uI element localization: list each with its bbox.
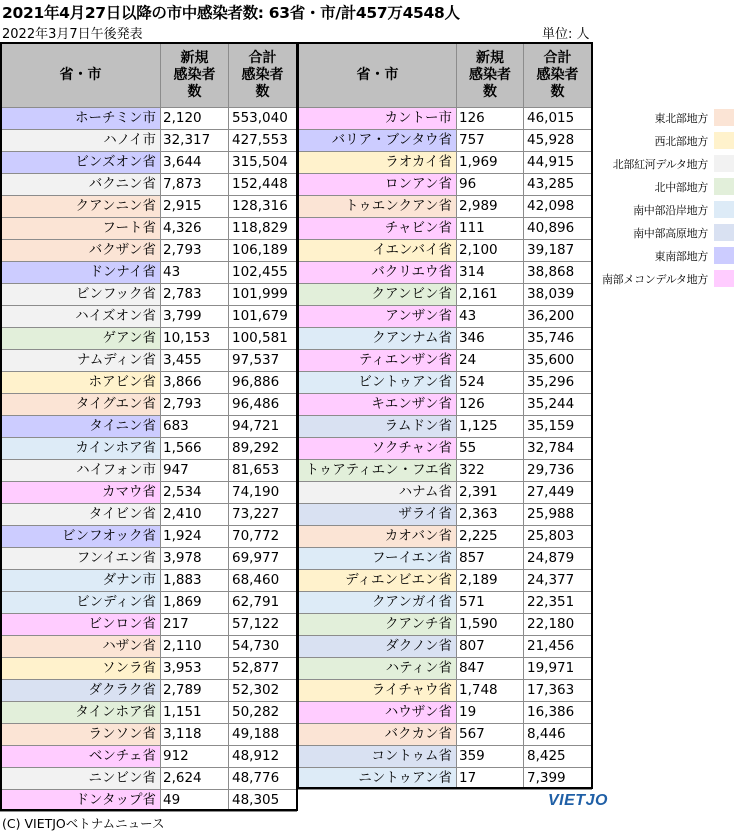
total-cases: 48,305	[229, 790, 297, 812]
new-cases: 24	[457, 350, 524, 372]
header-province: 省・市	[1, 43, 161, 108]
province-name: クアンナム省	[299, 328, 457, 350]
province-name: ナムディン省	[1, 350, 161, 372]
province-name: ホアビン省	[1, 372, 161, 394]
new-cases: 847	[457, 658, 524, 680]
province-name: バクカン省	[299, 724, 457, 746]
new-cases: 2,110	[161, 636, 229, 658]
province-name: タイグエン省	[1, 394, 161, 416]
new-cases: 567	[457, 724, 524, 746]
total-cases: 69,977	[229, 548, 297, 570]
new-cases: 1,969	[457, 152, 524, 174]
province-name: ビンロン省	[1, 614, 161, 636]
legend-item	[598, 198, 734, 221]
total-cases: 8,425	[524, 746, 592, 768]
new-cases: 1,125	[457, 416, 524, 438]
new-cases: 2,363	[457, 504, 524, 526]
table-row	[1, 350, 297, 372]
table-row	[1, 614, 297, 636]
total-cases: 29,736	[524, 460, 592, 482]
legend-swatch	[714, 132, 734, 149]
new-cases: 2,189	[457, 570, 524, 592]
table-row	[1, 658, 297, 680]
table-row	[1, 504, 297, 526]
table-row	[299, 592, 592, 614]
legend-label: 北部紅河デルタ地方	[612, 157, 708, 171]
right-table	[298, 42, 592, 790]
new-cases: 757	[457, 130, 524, 152]
table-row	[299, 306, 592, 328]
table-row	[299, 460, 592, 482]
total-cases: 40,896	[524, 218, 592, 240]
new-cases: 2,789	[161, 680, 229, 702]
legend-swatch	[714, 109, 734, 126]
table-row	[299, 526, 592, 548]
new-cases: 524	[457, 372, 524, 394]
total-cases: 8,446	[524, 724, 592, 746]
province-name: チャビン省	[299, 218, 457, 240]
right-table-header	[299, 43, 592, 108]
new-cases: 3,978	[161, 548, 229, 570]
new-cases: 314	[457, 262, 524, 284]
table-row	[299, 196, 592, 218]
legend-item	[598, 106, 734, 129]
table-row	[299, 328, 592, 350]
total-cases: 48,776	[229, 768, 297, 790]
province-name: バリア・ブンタウ省	[299, 130, 457, 152]
table-row	[1, 196, 297, 218]
province-name: カントー市	[299, 108, 457, 130]
legend-label: 北中部地方	[654, 180, 708, 194]
table-row	[299, 416, 592, 438]
region-legend	[598, 106, 734, 290]
province-name: ダクノン省	[299, 636, 457, 658]
legend-item	[598, 267, 734, 290]
legend-item	[598, 175, 734, 198]
legend-swatch	[714, 178, 734, 195]
total-cases: 101,999	[229, 284, 297, 306]
table-row	[1, 790, 297, 812]
new-cases: 7,873	[161, 174, 229, 196]
table-row	[1, 570, 297, 592]
table-row	[299, 240, 592, 262]
legend-label: 南中部沿岸地方	[633, 203, 708, 217]
total-cases: 38,039	[524, 284, 592, 306]
table-row	[1, 526, 297, 548]
new-cases: 2,100	[457, 240, 524, 262]
new-cases: 2,225	[457, 526, 524, 548]
table-row	[1, 702, 297, 724]
new-cases: 3,644	[161, 152, 229, 174]
table-row	[299, 284, 592, 306]
total-cases: 32,784	[524, 438, 592, 460]
table-row	[1, 262, 297, 284]
province-name: フンイエン省	[1, 548, 161, 570]
total-cases: 128,316	[229, 196, 297, 218]
table-row	[1, 240, 297, 262]
new-cases: 2,915	[161, 196, 229, 218]
new-cases: 3,953	[161, 658, 229, 680]
new-cases: 217	[161, 614, 229, 636]
total-cases: 16,386	[524, 702, 592, 724]
new-cases: 2,783	[161, 284, 229, 306]
new-cases: 359	[457, 746, 524, 768]
new-cases: 1,590	[457, 614, 524, 636]
province-name: フート省	[1, 218, 161, 240]
table-row	[299, 680, 592, 702]
total-cases: 68,460	[229, 570, 297, 592]
new-cases: 3,799	[161, 306, 229, 328]
province-name: カオバン省	[299, 526, 457, 548]
province-name: アンザン省	[299, 306, 457, 328]
new-cases: 1,151	[161, 702, 229, 724]
new-cases: 2,161	[457, 284, 524, 306]
table-row	[299, 768, 592, 790]
new-cases: 32,317	[161, 130, 229, 152]
total-cases: 553,040	[229, 108, 297, 130]
table-row	[1, 130, 297, 152]
province-name: ダクラク省	[1, 680, 161, 702]
total-cases: 102,455	[229, 262, 297, 284]
new-cases: 2,793	[161, 394, 229, 416]
province-name: ハイズオン省	[1, 306, 161, 328]
province-name: クアンニン省	[1, 196, 161, 218]
header-total: 合計 感染者 数	[524, 43, 592, 108]
table-row	[299, 658, 592, 680]
total-cases: 21,456	[524, 636, 592, 658]
province-name: イエンバイ省	[299, 240, 457, 262]
province-name: バクニン省	[1, 174, 161, 196]
total-cases: 74,190	[229, 482, 297, 504]
province-name: タインホア省	[1, 702, 161, 724]
total-cases: 70,772	[229, 526, 297, 548]
table-row	[1, 152, 297, 174]
legend-swatch	[714, 247, 734, 264]
total-cases: 35,159	[524, 416, 592, 438]
province-name: コントゥム省	[299, 746, 457, 768]
province-name: ゲアン省	[1, 328, 161, 350]
new-cases: 1,566	[161, 438, 229, 460]
province-name: クアンガイ省	[299, 592, 457, 614]
new-cases: 571	[457, 592, 524, 614]
province-name: ソンラ省	[1, 658, 161, 680]
new-cases: 2,120	[161, 108, 229, 130]
table-row	[299, 482, 592, 504]
total-cases: 49,188	[229, 724, 297, 746]
total-cases: 42,098	[524, 196, 592, 218]
header-new-cases: 新規 感染者 数	[457, 43, 524, 108]
total-cases: 97,537	[229, 350, 297, 372]
table-row	[1, 460, 297, 482]
total-cases: 427,553	[229, 130, 297, 152]
province-name: ドンナイ省	[1, 262, 161, 284]
province-name: ビンズオン省	[1, 152, 161, 174]
table-row	[299, 152, 592, 174]
total-cases: 62,791	[229, 592, 297, 614]
total-cases: 27,449	[524, 482, 592, 504]
province-name: カインホア省	[1, 438, 161, 460]
province-name: バクリエウ省	[299, 262, 457, 284]
table-row	[1, 372, 297, 394]
total-cases: 73,227	[229, 504, 297, 526]
table-row	[299, 394, 592, 416]
unit-label: 単位: 人	[542, 27, 590, 42]
legend-swatch	[714, 201, 734, 218]
table-row	[1, 724, 297, 746]
total-cases: 19,971	[524, 658, 592, 680]
province-name: ビンフック省	[1, 284, 161, 306]
province-name: バクザン省	[1, 240, 161, 262]
table-row	[299, 438, 592, 460]
province-name: ソクチャン省	[299, 438, 457, 460]
table-row	[299, 702, 592, 724]
vietjo-logo: VIETJO	[548, 792, 608, 809]
new-cases: 3,866	[161, 372, 229, 394]
legend-label: 東南部地方	[654, 249, 708, 263]
total-cases: 25,803	[524, 526, 592, 548]
province-name: ドンタップ省	[1, 790, 161, 812]
new-cases: 2,410	[161, 504, 229, 526]
table-row	[299, 218, 592, 240]
new-cases: 17	[457, 768, 524, 790]
province-name: ビンフオック省	[1, 526, 161, 548]
table-row	[299, 350, 592, 372]
new-cases: 2,391	[457, 482, 524, 504]
total-cases: 315,504	[229, 152, 297, 174]
table-row	[299, 724, 592, 746]
table-row	[299, 108, 592, 130]
new-cases: 126	[457, 108, 524, 130]
total-cases: 48,912	[229, 746, 297, 768]
province-name: ハザン省	[1, 636, 161, 658]
new-cases: 19	[457, 702, 524, 724]
total-cases: 89,292	[229, 438, 297, 460]
legend-swatch	[714, 270, 734, 287]
new-cases: 912	[161, 746, 229, 768]
table-row	[299, 174, 592, 196]
province-name: ティエンザン省	[299, 350, 457, 372]
legend-label: 東北部地方	[654, 111, 708, 125]
left-table	[0, 42, 297, 812]
table-row	[1, 108, 297, 130]
total-cases: 25,988	[524, 504, 592, 526]
province-name: ニントゥアン省	[299, 768, 457, 790]
province-name: ハウザン省	[299, 702, 457, 724]
province-name: ビンディン省	[1, 592, 161, 614]
total-cases: 100,581	[229, 328, 297, 350]
legend-label: 南部メコンデルタ地方	[601, 272, 708, 286]
announcement-date: 2022年3月7日午後発表	[2, 27, 143, 42]
table-row	[1, 592, 297, 614]
total-cases: 46,015	[524, 108, 592, 130]
new-cases: 322	[457, 460, 524, 482]
total-cases: 38,868	[524, 262, 592, 284]
total-cases: 96,486	[229, 394, 297, 416]
table-row	[299, 262, 592, 284]
new-cases: 43	[161, 262, 229, 284]
province-name: ハイフォン市	[1, 460, 161, 482]
legend-item	[598, 129, 734, 152]
total-cases: 17,363	[524, 680, 592, 702]
total-cases: 81,653	[229, 460, 297, 482]
table-row	[299, 746, 592, 768]
table-row	[299, 372, 592, 394]
table-row	[1, 306, 297, 328]
table-row	[299, 130, 592, 152]
new-cases: 947	[161, 460, 229, 482]
province-name: クアンチ省	[299, 614, 457, 636]
table-row	[1, 328, 297, 350]
total-cases: 24,377	[524, 570, 592, 592]
total-cases: 54,730	[229, 636, 297, 658]
province-name: ニンビン省	[1, 768, 161, 790]
total-cases: 43,285	[524, 174, 592, 196]
table-row	[1, 746, 297, 768]
table-row	[1, 438, 297, 460]
total-cases: 106,189	[229, 240, 297, 262]
new-cases: 683	[161, 416, 229, 438]
total-cases: 35,746	[524, 328, 592, 350]
table-row	[299, 636, 592, 658]
total-cases: 96,886	[229, 372, 297, 394]
legend-item	[598, 221, 734, 244]
total-cases: 36,200	[524, 306, 592, 328]
new-cases: 3,118	[161, 724, 229, 746]
new-cases: 10,153	[161, 328, 229, 350]
left-table-header	[1, 43, 297, 108]
province-name: ダナン市	[1, 570, 161, 592]
page-title: 2021年4月27日以降の市中感染者数: 63省・市/計457万4548人	[2, 4, 460, 22]
new-cases: 1,924	[161, 526, 229, 548]
new-cases: 346	[457, 328, 524, 350]
total-cases: 101,679	[229, 306, 297, 328]
table-row	[1, 218, 297, 240]
province-name: ライチャウ省	[299, 680, 457, 702]
province-name: ホーチミン市	[1, 108, 161, 130]
legend-swatch	[714, 224, 734, 241]
new-cases: 49	[161, 790, 229, 812]
province-name: ランソン省	[1, 724, 161, 746]
total-cases: 22,351	[524, 592, 592, 614]
new-cases: 2,793	[161, 240, 229, 262]
new-cases: 126	[457, 394, 524, 416]
new-cases: 1,883	[161, 570, 229, 592]
header-new-cases: 新規 感染者 数	[161, 43, 229, 108]
new-cases: 1,748	[457, 680, 524, 702]
new-cases: 43	[457, 306, 524, 328]
new-cases: 111	[457, 218, 524, 240]
province-name: フーイエン省	[299, 548, 457, 570]
total-cases: 45,928	[524, 130, 592, 152]
province-name: トゥアティエン・フエ省	[299, 460, 457, 482]
table-row	[1, 680, 297, 702]
total-cases: 39,187	[524, 240, 592, 262]
copyright-credit: (C) VIETJOベトナムニュース	[2, 816, 165, 831]
province-name: タイニン省	[1, 416, 161, 438]
total-cases: 52,302	[229, 680, 297, 702]
total-cases: 22,180	[524, 614, 592, 636]
table-row	[1, 768, 297, 790]
table-row	[1, 416, 297, 438]
legend-label: 西北部地方	[654, 134, 708, 148]
table-row	[299, 504, 592, 526]
province-name: カマウ省	[1, 482, 161, 504]
total-cases: 7,399	[524, 768, 592, 790]
total-cases: 94,721	[229, 416, 297, 438]
table-row	[1, 548, 297, 570]
province-name: ロンアン省	[299, 174, 457, 196]
new-cases: 857	[457, 548, 524, 570]
table-row	[1, 482, 297, 504]
total-cases: 152,448	[229, 174, 297, 196]
table-row	[299, 614, 592, 636]
total-cases: 57,122	[229, 614, 297, 636]
table-row	[299, 570, 592, 592]
province-name: キエンザン省	[299, 394, 457, 416]
legend-swatch	[714, 155, 734, 172]
new-cases: 807	[457, 636, 524, 658]
table-row	[299, 548, 592, 570]
total-cases: 35,296	[524, 372, 592, 394]
province-name: ハナム省	[299, 482, 457, 504]
new-cases: 3,455	[161, 350, 229, 372]
total-cases: 35,600	[524, 350, 592, 372]
province-name: ディエンビエン省	[299, 570, 457, 592]
new-cases: 1,869	[161, 592, 229, 614]
legend-item	[598, 152, 734, 175]
total-cases: 35,244	[524, 394, 592, 416]
total-cases: 50,282	[229, 702, 297, 724]
province-name: クアンビン省	[299, 284, 457, 306]
new-cases: 55	[457, 438, 524, 460]
province-name: トゥエンクアン省	[299, 196, 457, 218]
new-cases: 2,534	[161, 482, 229, 504]
header-province: 省・市	[299, 43, 457, 108]
header-total: 合計 感染者 数	[229, 43, 297, 108]
legend-item	[598, 244, 734, 267]
table-row	[1, 174, 297, 196]
total-cases: 52,877	[229, 658, 297, 680]
total-cases: 118,829	[229, 218, 297, 240]
province-name: ハノイ市	[1, 130, 161, 152]
total-cases: 24,879	[524, 548, 592, 570]
province-name: ベンチェ省	[1, 746, 161, 768]
table-row	[1, 284, 297, 306]
table-row	[1, 394, 297, 416]
legend-label: 南中部高原地方	[633, 226, 708, 240]
new-cases: 2,624	[161, 768, 229, 790]
province-name: ザライ省	[299, 504, 457, 526]
province-name: ラムドン省	[299, 416, 457, 438]
new-cases: 4,326	[161, 218, 229, 240]
province-name: ハティン省	[299, 658, 457, 680]
province-name: ラオカイ省	[299, 152, 457, 174]
total-cases: 44,915	[524, 152, 592, 174]
new-cases: 96	[457, 174, 524, 196]
new-cases: 2,989	[457, 196, 524, 218]
province-name: ビントゥアン省	[299, 372, 457, 394]
province-name: タイビン省	[1, 504, 161, 526]
table-row	[1, 636, 297, 658]
